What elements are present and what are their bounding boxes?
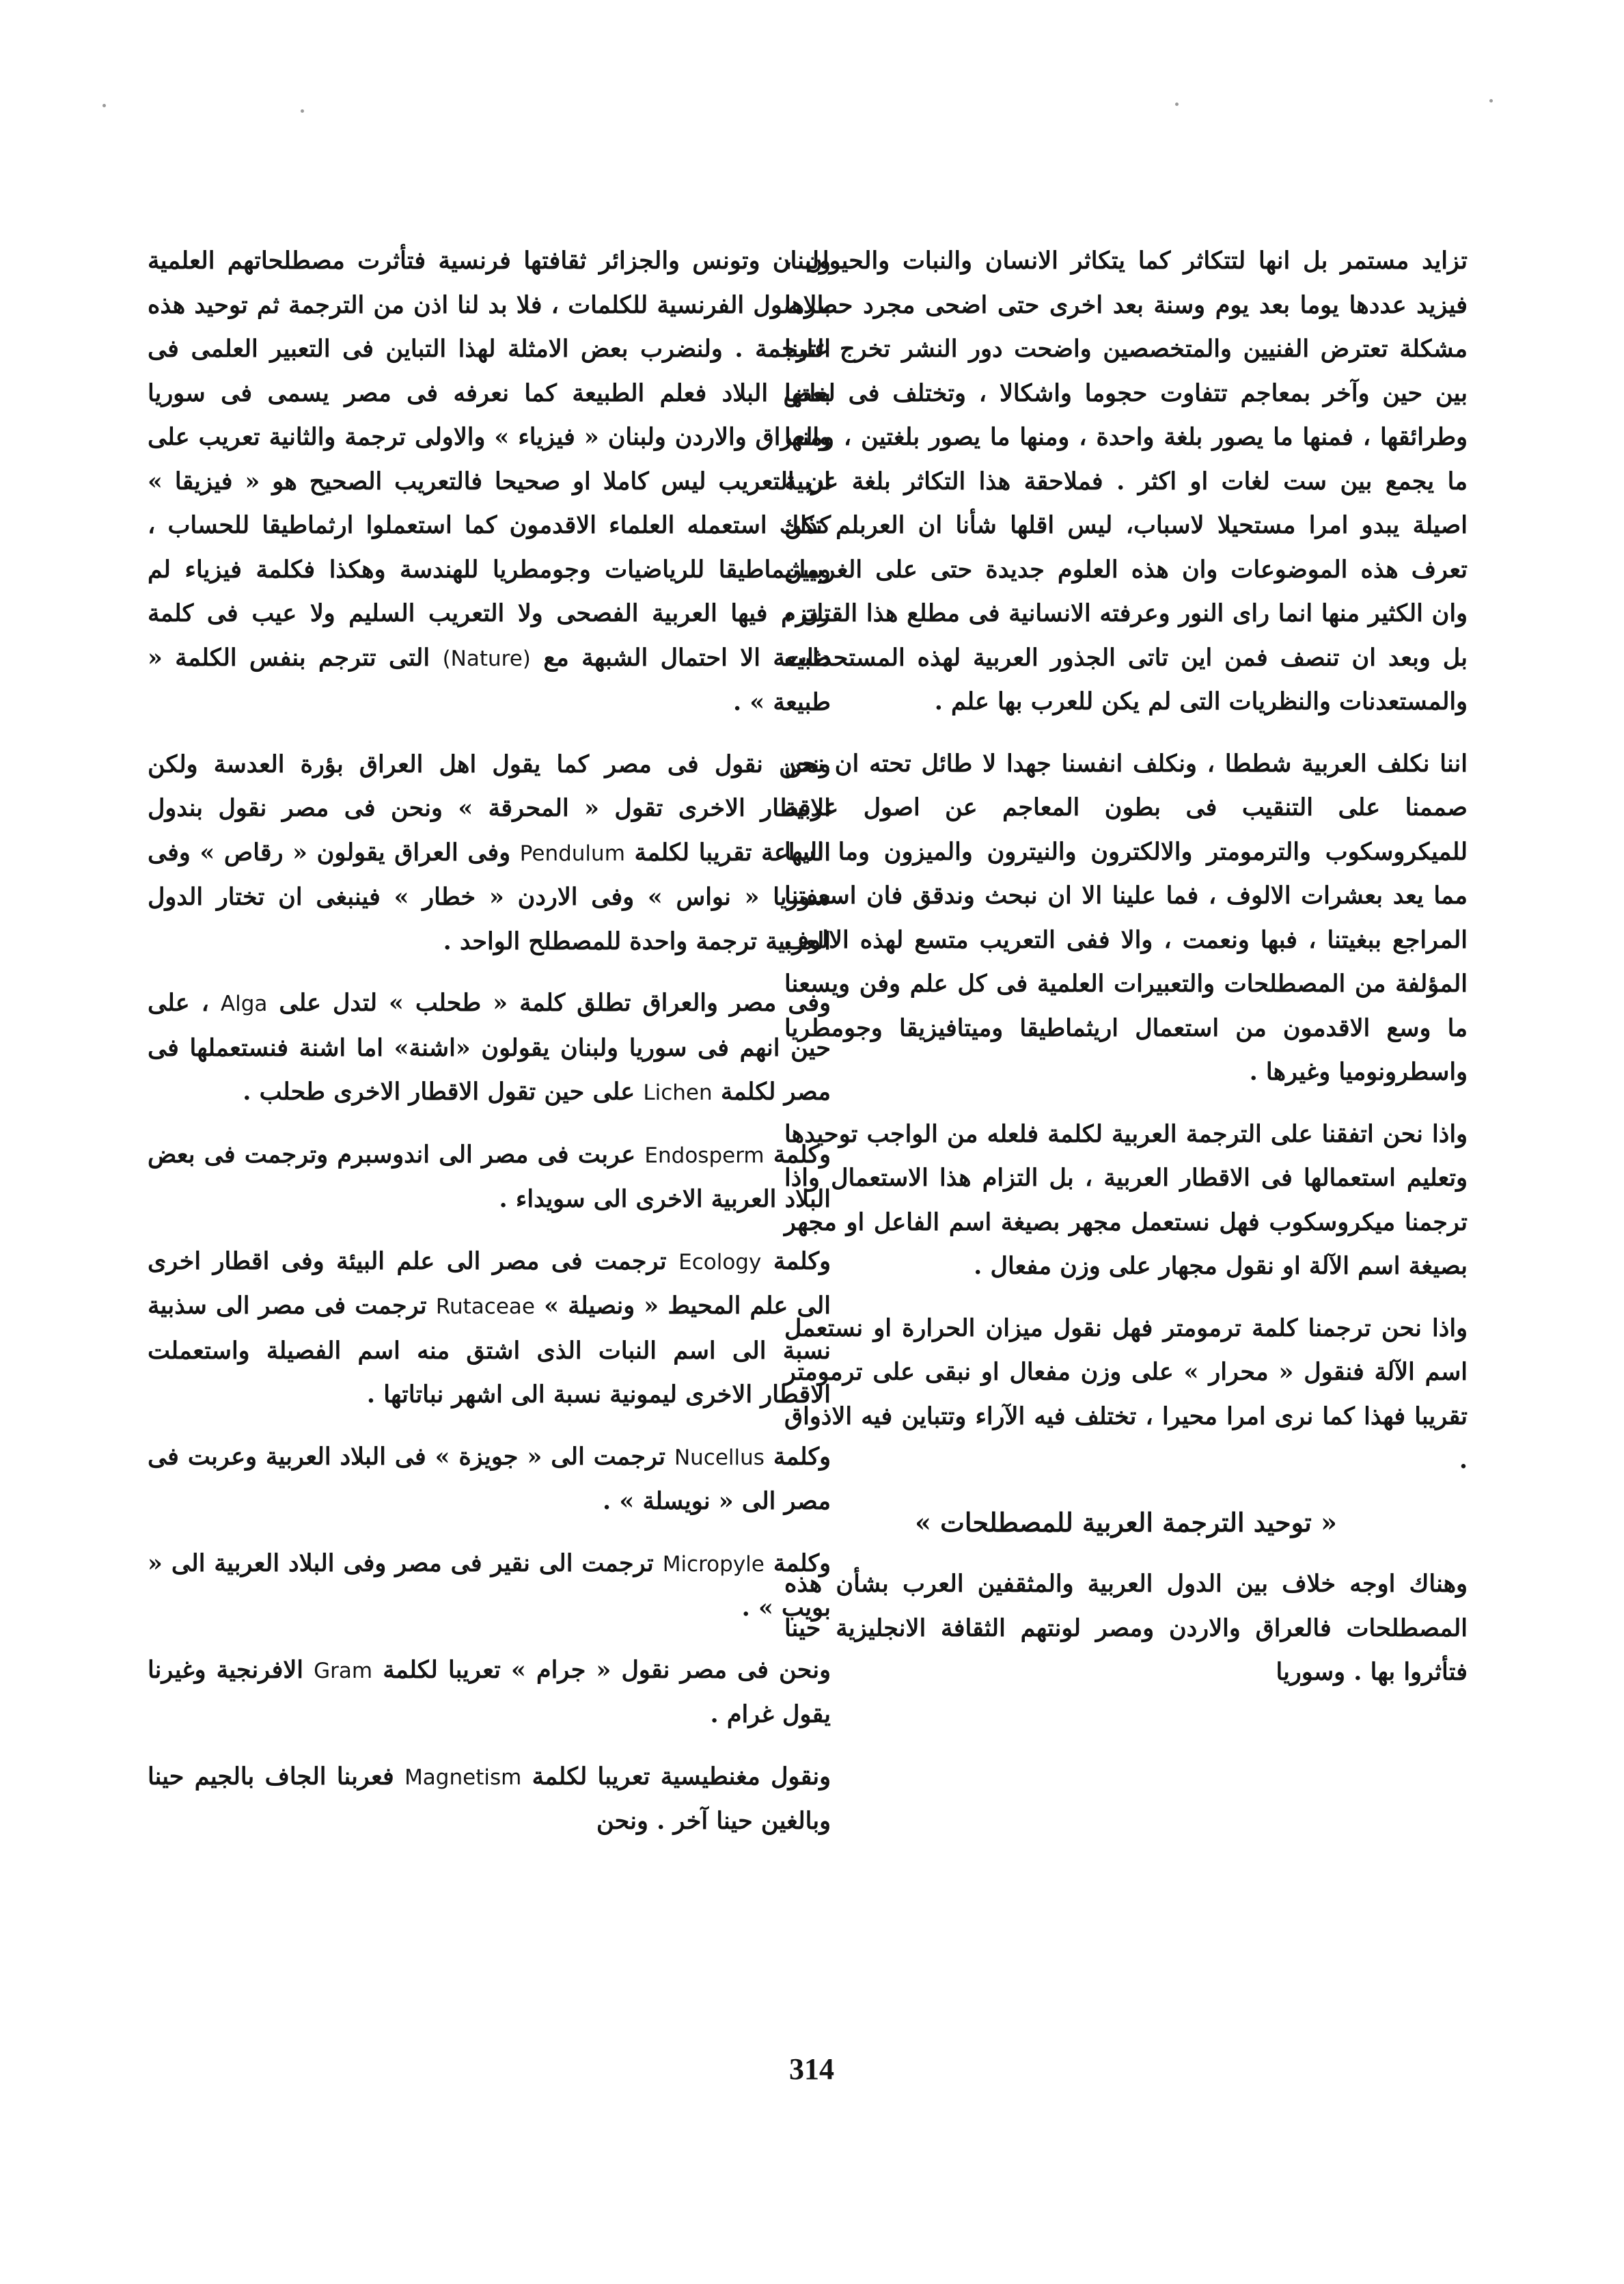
- right-paragraph-2: اننا نكلف العربية شططا ، ونكلف انفسنا جهدا لا طائل تحته ان نحن صممنا على التنقيب فى بطون المعاجم عن اصول عربية للميكروسكوب والترمومتر والالكترون والنيترون والميزون وما اليها مما يعد بعشرات الالوف ، فما علينا الا ان نبحث وندقق فان اسعفتنا المراجع ببغيتنا ، فبها ونعمت ، والا ففى التعريب متسع لهذه الالوف المؤلفة من المصطلحات والتعبيرات العلمية فى كل علم وفن ويسعنا ما وسع الاقدمون من استعمال اريثماطيقا وميتافيزيقا وجومطريا واسطرونوميا وغيرها .: [784, 749, 1468, 1086]
- text-run: وكلمة: [773, 1140, 831, 1169]
- scan-speck: [1175, 103, 1179, 106]
- text-run: ونحن نقول فى مصر كما يقول اهل العراق بؤرة العدسة ولكن الاقطار الاخرى تقول « المحرقة » ونحن فى مصر نقول بندول الساعة تقريبا لكلمة: [148, 750, 831, 867]
- text-run: عربت فى مصر الى اندوسبرم وترجمت فى بعض البلاد العربية الاخرى الى سويداء .: [148, 1140, 831, 1213]
- latin-term: Alga: [220, 992, 268, 1016]
- latin-term: Endosperm: [644, 1143, 765, 1168]
- right-paragraph-4: واذا نحن ترجمنا كلمة ترمومتر فهل نقول ميزان الحرارة او نستعمل اسم الآلة فنقول « محرار » على وزن مفعال او نبقى على ترمومتر تقريبا فهذا كما نرى امرا محيرا ، تختلف فيه الآراء وتتباين فيه الاذواق .: [784, 1314, 1468, 1474]
- text-run: التى تترجم بنفس الكلمة « طبيعة » .: [148, 643, 831, 716]
- section-heading: « توحيد الترجمة العربية للمصطلحات »: [915, 1506, 1337, 1538]
- text-run: على حين تقول الاقطار الاخرى طحلب .: [243, 1078, 635, 1106]
- latin-term: Magnetism: [404, 1765, 522, 1790]
- right-paragraph-3: واذا نحن اتفقنا على الترجمة العربية لكلمة فلعله من الواجب توحيدها وتعليم استعمالها فى الاقطار العربية ، بل التزام هذا الاستعمال واذا ترجمنا ميكروسكوب فهل نستعمل مجهر بصيغة اسم الفاعل او مجهر بصيغة اسم الآلة او نقول مجهار على وزن مفعال .: [784, 1119, 1468, 1280]
- latin-term: Pendulum: [519, 841, 625, 866]
- text-run: ترجمت الى نقير فى مصر وفى البلاد العربية الى « بويب » .: [148, 1549, 831, 1622]
- text-run: وكلمة: [773, 1442, 831, 1471]
- text-run: فعربنا الجاف بالجيم حينا وبالغين حينا آخر . ونحن: [148, 1762, 831, 1835]
- latin-term: Ecology: [678, 1249, 762, 1275]
- scan-speck: [301, 109, 304, 113]
- text-run: وكلمة: [773, 1247, 831, 1275]
- right-paragraph-1: تزايد مستمر بل انها لتتكاثر كما يتكاثر الانسان والنبات والحيوان ، فيزيد عددها يوما بعد يوم وسنة بعد اخرى حتى اضحى مجرد حصرها مشكلة تعترض الفنيين والمتخصصين واضحت دور النشر تخرج علينا بين حين وآخر بمعاجم تتفاوت حجوما واشكالا ، وتختلف فى لغاتها وطرائقها ، فمنها ما يصور بلغة واحدة ، ومنها ما يصور بلغتين ، ومنها ما يجمع بين ست لغات او اكثر . فملاحقة هذا التكاثر بلغة عربية اصيلة يبدو امرا مستحيلا لاسباب، ليس اقلها شأنا ان العربلم تكن تعرف هذه الموضوعات وان هذه العلوم جديدة حتى على الغربيين وان الكثير منها انما راى النور وعرفته الانسانية فى مطلع هذا القرن ، بل وبعد ان تنصف فمن اين تاتى الجذور العربية لهذه المستحدثات والمستعدنات والنظريات التى لم يكن للعرب بها علم .: [784, 247, 1468, 716]
- text-run: ونحن فى مصر نقول « جرام » تعريبا لكلمة: [383, 1655, 831, 1684]
- left-column: [148, 239, 831, 1844]
- right-paragraph-5: وهناك اوجه خلاف بين الدول العربية والمثقفين العرب بشأن هذه المصطلحات فالعراق والاردن ومصر لونتهم الثقافة الانجليزية حينا فتأثروا بها . وسوريا: [784, 1570, 1468, 1686]
- latin-term: Gram: [314, 1658, 373, 1683]
- page-number: 314: [789, 2052, 834, 2086]
- left-paragraph-9: [148, 1755, 831, 1844]
- latin-term: (Nature): [442, 646, 531, 671]
- text-run: ولبنان وتونس والجزائر ثقافتها فرنسية فتأثرت مصطلحاتهم العلمية بالاصول الفرنسية للكلمات ، فلا بد لنا اذن من الترجمة ثم توحيد هذه الترجمة . ولنضرب بعض الامثلة لهذا التباين فى التعبير العلمى فى بعض البلاد فعلم الطبيعة كما نعرفه فى مصر يسمى فى سوريا والعراق والاردن ولبنان « فيزياء » والاولى ترجمة والثانية تعريب على ان التعريب ليس كاملا او صحيحا فالتعريب الصحيح هو « فيزيقا » كذلك استعمله العلماء الاقدمون كما استعملوا ارثماطيقا للحساب ، وماثيماطيقا للرياضيات وجومطريا للهندسة وهكذا فكلمة فيزياء لم تلتزم فيها العربية الفصحى ولا التعريب السليم ولا عيب فى كلمة طبيعة الا احتمال الشبهة مع: [148, 247, 831, 672]
- left-paragraph-3: [148, 981, 831, 1115]
- scan-speck: [102, 104, 106, 107]
- scan-speck: [1489, 99, 1493, 103]
- text-run: وكلمة: [773, 1549, 831, 1577]
- latin-term: Micropyle: [662, 1551, 765, 1577]
- text-run: وفى مصر والعراق تطلق كلمة « طحلب » لتدل على: [279, 989, 831, 1017]
- left-paragraph-8: [148, 1648, 831, 1737]
- text-run: ترجمت فى مصر الى علم البيئة وفى اقطار اخرى الى علم المحيط « ونصيلة »: [148, 1247, 831, 1320]
- text-run: ، على حين انهم فى سوريا ولبنان يقولون «اشنة» اما اشنة فنستعملها فى مصر لكلمة: [148, 989, 831, 1106]
- latin-term: Lichen: [643, 1080, 713, 1105]
- text-run: الافرنجية وغيرنا يقول غرام .: [148, 1655, 831, 1728]
- right-column: [784, 239, 1468, 1695]
- latin-term: Nucellus: [674, 1445, 765, 1470]
- left-paragraph-2: [148, 743, 831, 964]
- text-run: ترجمت فى مصر الى سذبية نسبة الى اسم النبات الذى اشتق منه اسم الفصيلة واستعملت الاقطار الاخرى ليمونية نسبة الى اشهر نباتاتها .: [148, 1292, 831, 1409]
- left-paragraph-4: [148, 1133, 831, 1222]
- text-run: ونقول مغنطيسية تعريبا لكلمة: [532, 1762, 831, 1791]
- latin-term: Rutaceae: [435, 1294, 535, 1319]
- text-run: ترجمت الى « جويزة » فى البلاد العربية وعربت فى مصر الى « نويسلة » .: [148, 1442, 831, 1515]
- text-run: وفى العراق يقولون « رقاص » وفى سوريا « نواس » وفى الاردن « خطار » فينبغى ان تختار الدول العربية ترجمة واحدة للمصطلح الواحد .: [148, 838, 831, 955]
- left-paragraph-1: [148, 239, 831, 725]
- left-paragraph-7: [148, 1542, 831, 1631]
- left-paragraph-5: [148, 1240, 831, 1417]
- left-paragraph-6: [148, 1435, 831, 1524]
